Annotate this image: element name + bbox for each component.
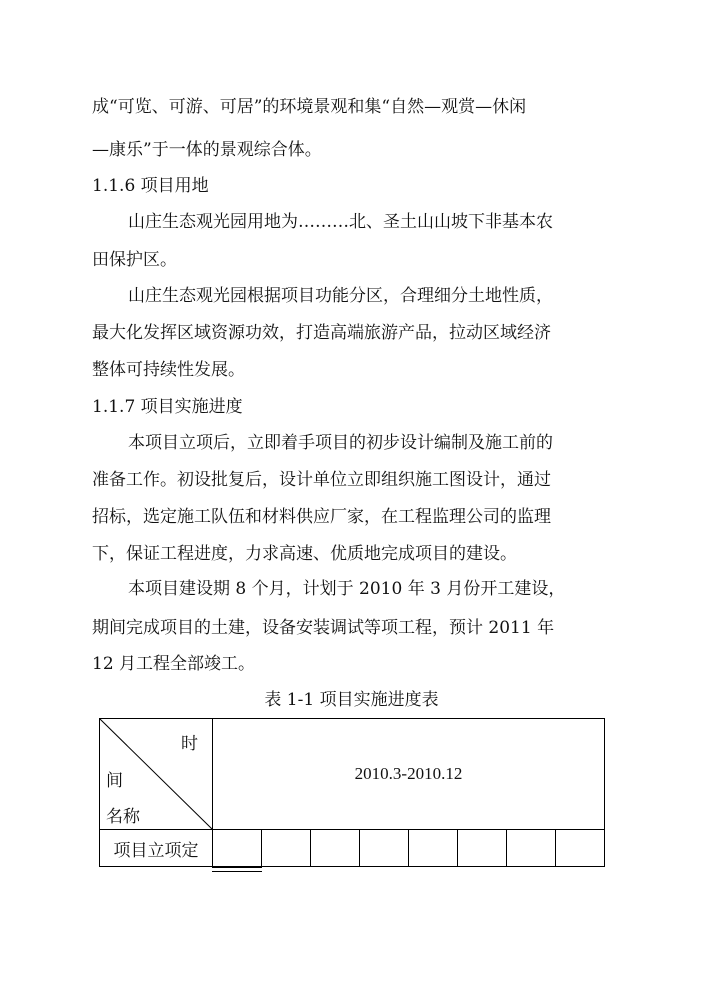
progress-bar-mark bbox=[212, 867, 262, 872]
schedule-slot bbox=[360, 830, 409, 867]
schedule-slot bbox=[556, 830, 605, 867]
paragraph-line: 准备工作。初设批复后，设计单位立即组织施工图设计，通过 bbox=[92, 470, 551, 490]
date-range-header: 2010.3-2010.12 bbox=[213, 719, 605, 830]
paragraph-line: 整体可持续性发展。 bbox=[92, 360, 245, 380]
table-header-row bbox=[100, 719, 605, 830]
paragraph-line: 最大化发挥区域资源功效，打造高端旅游产品，拉动区域经济 bbox=[92, 323, 551, 343]
paragraph-line: 山庄生态观光园用地为………北、圣土山山坡下非基本农 bbox=[128, 212, 553, 232]
schedule-slot bbox=[409, 830, 458, 867]
schedule-slot bbox=[311, 830, 360, 867]
paragraph-line: 成“可览、可游、可居”的环境景观和集“自然—观赏—休闲 bbox=[92, 97, 527, 117]
schedule-table bbox=[99, 718, 605, 867]
diagonal-header-cell bbox=[100, 719, 213, 830]
header-jian: 间 bbox=[106, 771, 123, 791]
paragraph-line: 期间完成项目的土建，设备安装调试等项工程，预计 2011 年 bbox=[92, 618, 555, 638]
schedule-slot bbox=[458, 830, 507, 867]
table-row bbox=[100, 830, 605, 867]
paragraph-line: 12 月工程全部竣工。 bbox=[92, 654, 256, 674]
section-heading-1-1-6: 1.1.6 项目用地 bbox=[92, 176, 209, 196]
paragraph-line: 招标，选定施工队伍和材料供应厂家，在工程监理公司的监理 bbox=[92, 507, 551, 527]
schedule-slot bbox=[262, 830, 311, 867]
paragraph-line: 下，保证工程进度，力求高速、优质地完成项目的建设。 bbox=[92, 544, 517, 564]
row-label: 项目立项定 bbox=[100, 830, 213, 867]
paragraph-line: —康乐”于一体的景观综合体。 bbox=[92, 140, 322, 160]
header-time: 时 bbox=[181, 734, 198, 754]
section-heading-1-1-7: 1.1.7 项目实施进度 bbox=[92, 397, 243, 417]
schedule-slot bbox=[507, 830, 556, 867]
schedule-slot bbox=[213, 830, 262, 867]
table-caption: 表 1-1 项目实施进度表 bbox=[264, 690, 439, 710]
header-name: 名称 bbox=[106, 807, 140, 827]
paragraph-line: 本项目立项后，立即着手项目的初步设计编制及施工前的 bbox=[128, 433, 553, 453]
paragraph-line: 山庄生态观光园根据项目功能分区，合理细分土地性质， bbox=[128, 286, 553, 306]
paragraph-line: 本项目建设期 8 个月，计划于 2010 年 3 月份开工建设， bbox=[128, 579, 566, 599]
paragraph-line: 田保护区。 bbox=[92, 250, 177, 270]
